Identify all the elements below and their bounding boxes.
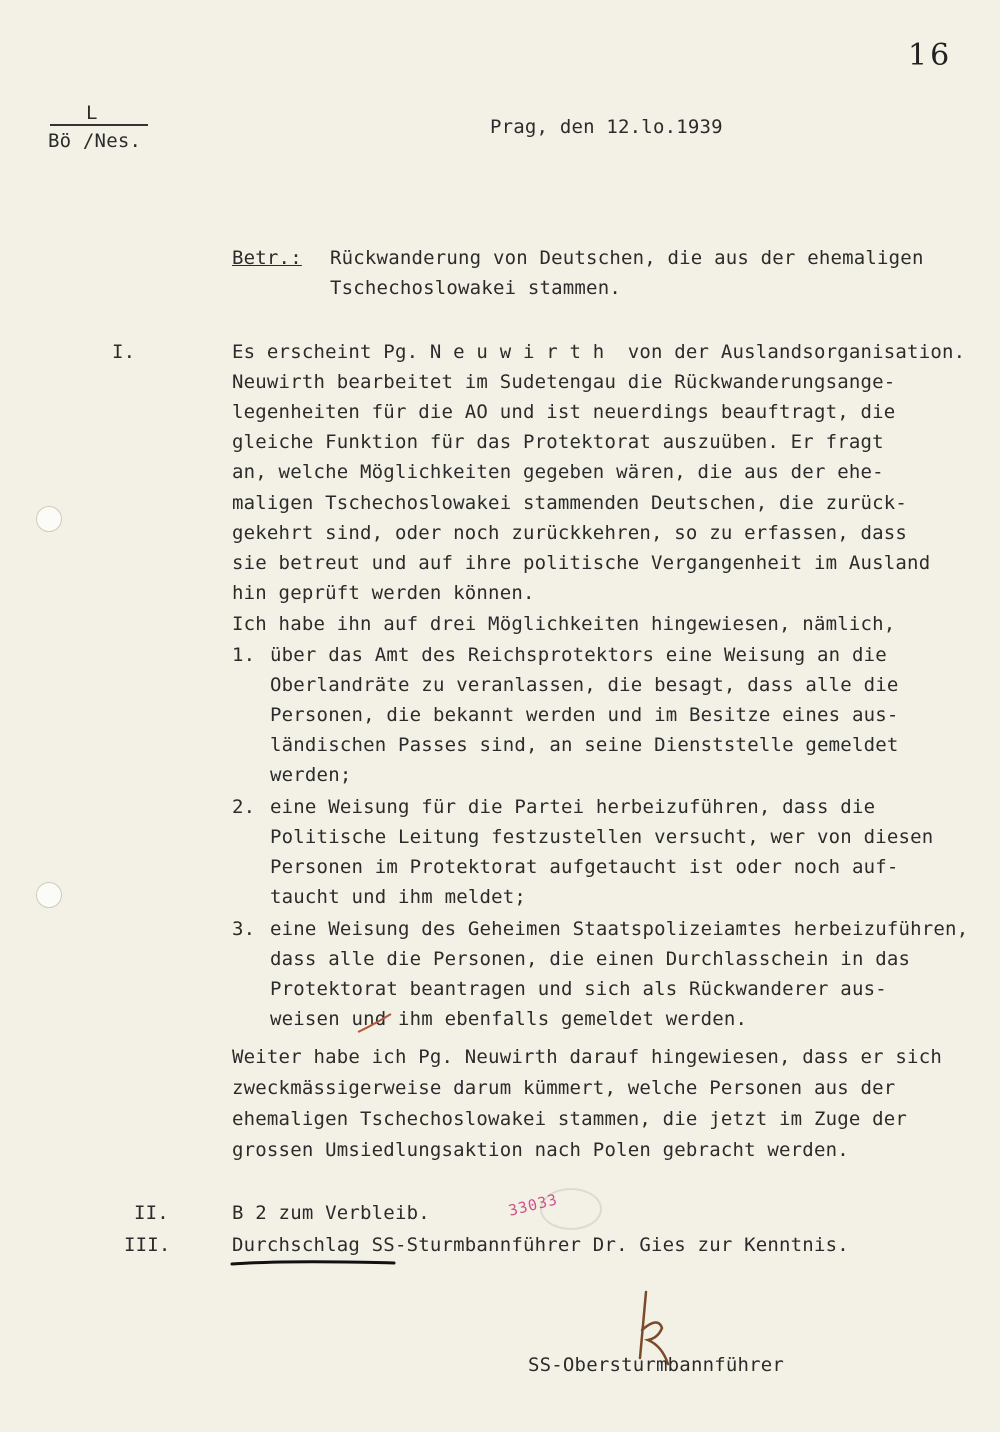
closing-line: grossen Umsiedlungsaktion nach Polen gebracht werden. xyxy=(232,1139,849,1161)
section-text: Durchschlag SS-Sturmbannführer Dr. Gies zur Kenntnis. xyxy=(232,1234,849,1256)
section-numeral: II. xyxy=(134,1202,169,1224)
section-numeral: III. xyxy=(124,1234,171,1256)
body-line: gekehrt sind, oder noch zurückkehren, so zu erfassen, dass xyxy=(232,522,908,544)
list-item-line: eine Weisung für die Partei herbeizuführen, dass die xyxy=(270,796,876,818)
list-item-number: 1. xyxy=(232,644,256,666)
list-item-line: Politische Leitung festzustellen versucht, wer von diesen xyxy=(270,826,934,848)
list-item-line: ländischen Passes sind, an seine Dienststelle gemeldet xyxy=(270,734,899,756)
list-item-number: 2. xyxy=(232,796,256,818)
handwritten-correction-mark xyxy=(355,1012,395,1038)
list-item-line: weisen und ihm ebenfalls gemeldet werden. xyxy=(270,1008,748,1030)
list-item-line: eine Weisung des Geheimen Staatspolizeiamtes herbeizuführen, xyxy=(270,918,969,940)
list-item-line: Oberlandräte zu veranlassen, die besagt, dass alle die xyxy=(270,674,899,696)
section-numeral: I. xyxy=(112,341,136,363)
subject-line: Rückwanderung von Deutschen, die aus der ehemaligen xyxy=(330,247,924,269)
list-item-line: taucht und ihm meldet; xyxy=(270,886,527,908)
body-line: Es erscheint Pg. N e u w i r t h von der Auslandsorganisation. xyxy=(232,341,966,363)
place-date: Prag, den 12.lo.1939 xyxy=(490,116,723,138)
subject-label: Betr.: xyxy=(232,247,302,269)
body-line: an, welche Möglichkeiten gegeben wären, die aus der ehe- xyxy=(232,461,884,483)
handwritten-underline xyxy=(228,1256,398,1272)
body-line: legenheiten für die AO und ist neuerdings beauftragt, die xyxy=(232,401,896,423)
punch-hole-bottom xyxy=(36,882,62,908)
list-item-line: Personen im Protektorat aufgetaucht ist oder noch auf- xyxy=(270,856,899,878)
closing-line: Weiter habe ich Pg. Neuwirth darauf hingewiesen, dass er sich xyxy=(232,1046,942,1068)
body-line: Ich habe ihn auf drei Möglichkeiten hingewiesen, nämlich, xyxy=(232,613,896,635)
body-line: Neuwirth bearbeitet im Sudetengau die Rückwanderungsange- xyxy=(232,371,896,393)
list-item-number: 3. xyxy=(232,918,256,940)
body-line: sie betreut und auf ihre politische Vergangenheit im Ausland xyxy=(232,552,931,574)
closing-line: ehemaligen Tschechoslowakei stammen, die jetzt im Zuge der xyxy=(232,1108,908,1130)
section-text: B 2 zum Verbleib. xyxy=(232,1202,430,1224)
signature-title: SS-Obersturmbannführer xyxy=(528,1354,785,1376)
body-line: gleiche Funktion für das Protektorat auszuüben. Er fragt xyxy=(232,431,884,453)
reference-initials: Bö /Nes. xyxy=(48,130,142,152)
list-item-line: dass alle die Personen, die einen Durchlasschein in das xyxy=(270,948,911,970)
list-item-line: Personen, die bekannt werden und im Besitze eines aus- xyxy=(270,704,899,726)
list-item-line: Protektorat beantragen und sich als Rückwanderer aus- xyxy=(270,978,887,1000)
body-line: hin geprüft werden können. xyxy=(232,582,535,604)
punch-hole-top xyxy=(36,506,62,532)
closing-line: zweckmässigerweise darum kümmert, welche Personen aus der xyxy=(232,1077,896,1099)
registration-stamp: 33033 xyxy=(506,1190,560,1220)
page-number: 16 xyxy=(908,38,953,73)
subject-line: Tschechoslowakei stammen. xyxy=(330,277,621,299)
body-line: maligen Tschechoslowakei stammenden Deutschen, die zurück- xyxy=(232,492,908,514)
reference-top: L xyxy=(86,102,98,124)
list-item-line: über das Amt des Reichsprotektors eine Weisung an die xyxy=(270,644,887,666)
list-item-line: werden; xyxy=(270,764,352,786)
